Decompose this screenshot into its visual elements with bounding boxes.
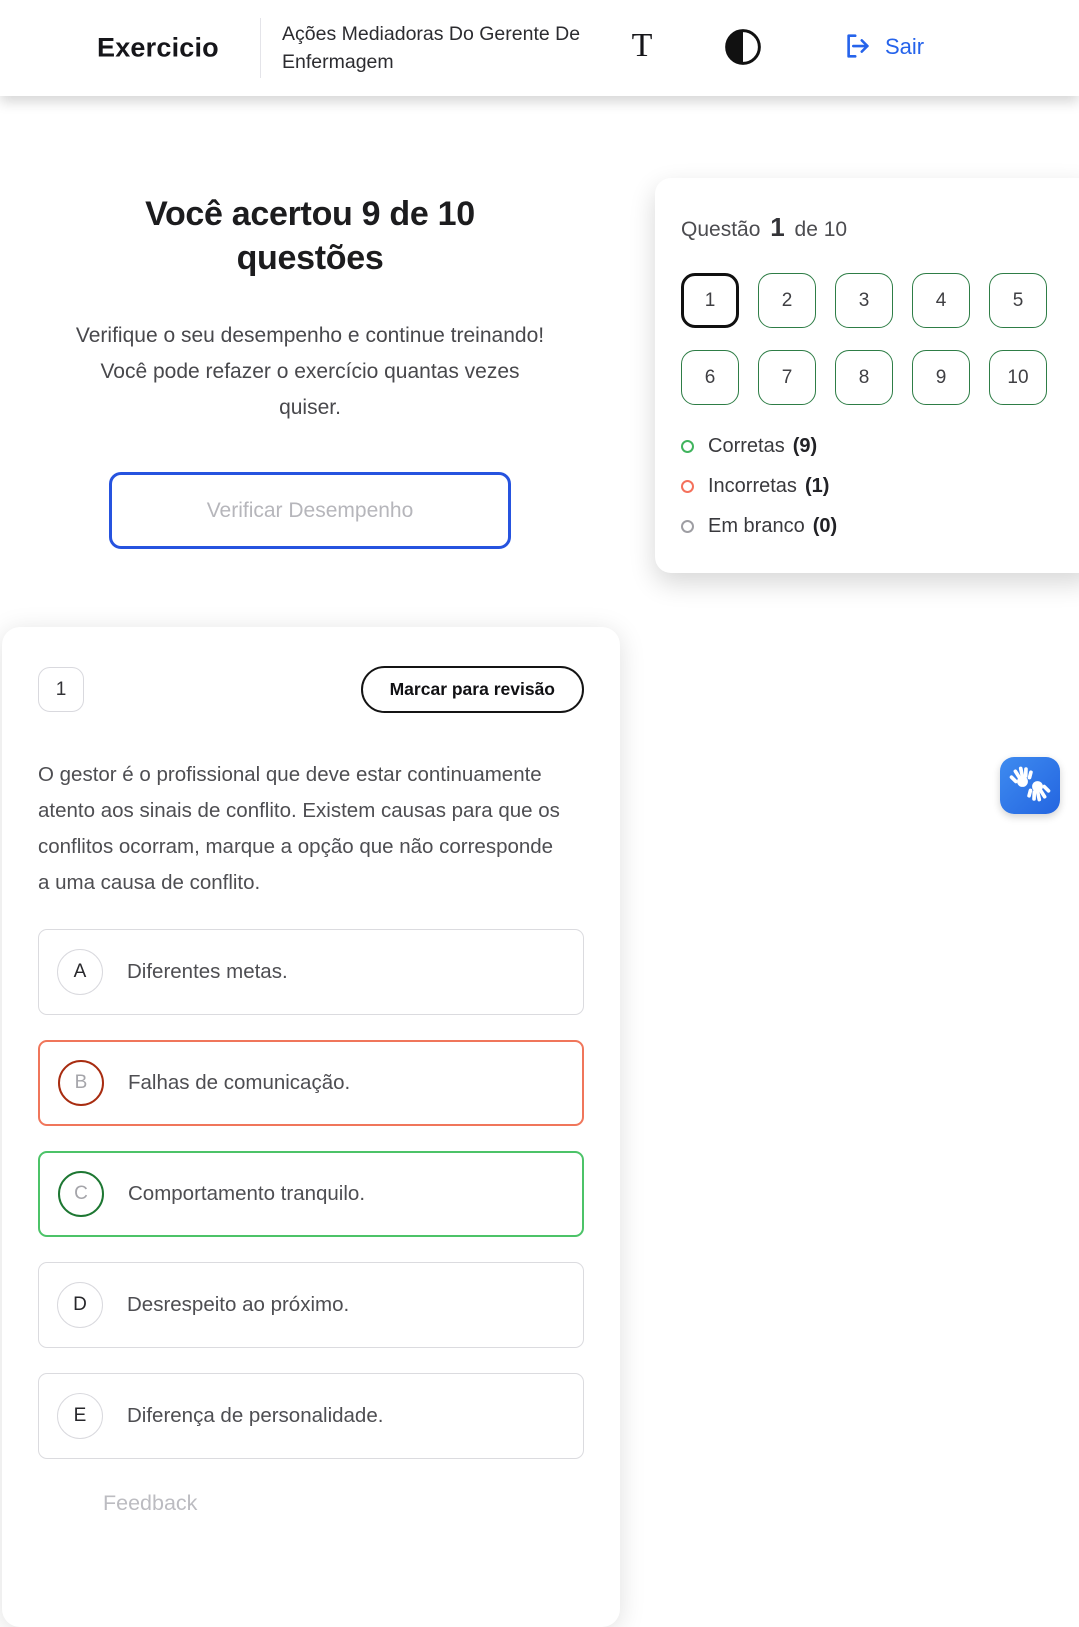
incorrect-dot-icon — [681, 480, 694, 493]
results-summary — [40, 192, 580, 549]
option-d[interactable] — [38, 1262, 584, 1348]
question-tile-4[interactable]: 4 — [912, 273, 970, 328]
question-tile-3[interactable]: 3 — [835, 273, 893, 328]
mark-for-review-button[interactable]: Marcar para revisão — [361, 666, 584, 713]
option-c-letter-circle: C — [58, 1171, 104, 1217]
legend-incorrect — [681, 475, 1069, 498]
verify-performance-button[interactable]: Verificar Desempenho — [109, 472, 511, 549]
option-c-text: Comportamento tranquilo. — [128, 1182, 366, 1205]
option-a-letter-circle: A — [57, 949, 103, 995]
sign-language-hands-icon — [1004, 759, 1056, 812]
option-b-text: Falhas de comunicação. — [128, 1071, 351, 1094]
option-d-letter-circle: D — [57, 1282, 103, 1328]
option-b-letter-circle: B — [58, 1060, 104, 1106]
question-tile-8[interactable]: 8 — [835, 350, 893, 405]
option-a[interactable] — [38, 929, 584, 1015]
question-tile-10[interactable]: 10 — [989, 350, 1047, 405]
app-title: Exercicio — [97, 32, 219, 63]
legend-incorrect-label: Incorretas — [708, 475, 797, 497]
question-tile-9[interactable]: 9 — [912, 350, 970, 405]
question-tile-7[interactable]: 7 — [758, 350, 816, 405]
option-e-letter-circle: E — [57, 1393, 103, 1439]
app-header — [0, 0, 1079, 96]
legend-blank-label: Em branco — [708, 515, 805, 537]
question-tile-2[interactable]: 2 — [758, 273, 816, 328]
current-question-number: 1 — [770, 212, 785, 242]
results-subtitle: Verifique o seu desempenho e continue treinando! Você pode refazer o exercício quantas vezes quiser. — [75, 324, 545, 419]
legend-correct-label: Corretas — [708, 435, 785, 457]
font-size-icon[interactable]: T — [622, 20, 662, 72]
question-progress-suffix: de 10 — [794, 218, 848, 241]
question-number-badge: 1 — [38, 667, 84, 712]
question-tile-6[interactable]: 6 — [681, 350, 739, 405]
option-e[interactable] — [38, 1373, 584, 1459]
contrast-icon[interactable] — [722, 26, 764, 68]
results-title: Você acertou 9 de 10 questões — [145, 195, 475, 277]
feedback-label[interactable]: Feedback — [103, 1491, 198, 1515]
option-d-text: Desrespeito ao próximo. — [127, 1293, 350, 1316]
question-tile-1[interactable]: 1 — [681, 273, 739, 328]
exit-button[interactable] — [843, 26, 924, 68]
question-progress-label — [681, 212, 1069, 243]
question-progress-prefix: Questão — [681, 218, 761, 241]
question-tile-grid — [681, 273, 1061, 405]
question-navigation-panel — [655, 178, 1079, 573]
option-e-text: Diferença de personalidade. — [127, 1404, 384, 1427]
legend-blank-count: (0) — [812, 515, 838, 537]
question-text: O gestor é o profissional que deve estar continuamente atento aos sinais de conflito. Existem causas para que os conflitos ocorram, marque a opção que não corresponde a uma causa de conflito. — [38, 763, 560, 894]
header-divider — [260, 18, 261, 78]
logout-icon — [843, 31, 873, 64]
legend-incorrect-count: (1) — [804, 475, 830, 497]
exit-label: Sair — [885, 34, 925, 59]
option-c[interactable] — [38, 1151, 584, 1237]
exercise-title: Ações Mediadoras Do Gerente De Enfermagem — [282, 23, 581, 73]
libras-accessibility-button[interactable] — [1000, 757, 1060, 814]
legend-correct — [681, 435, 1069, 458]
question-card — [2, 627, 620, 1627]
option-a-text: Diferentes metas. — [127, 960, 288, 983]
question-tile-5[interactable]: 5 — [989, 273, 1047, 328]
option-b[interactable] — [38, 1040, 584, 1126]
options-list — [38, 929, 584, 1459]
legend-blank — [681, 515, 1069, 538]
results-legend — [681, 435, 1069, 538]
correct-dot-icon — [681, 440, 694, 453]
blank-dot-icon — [681, 520, 694, 533]
legend-correct-count: (9) — [792, 435, 818, 457]
